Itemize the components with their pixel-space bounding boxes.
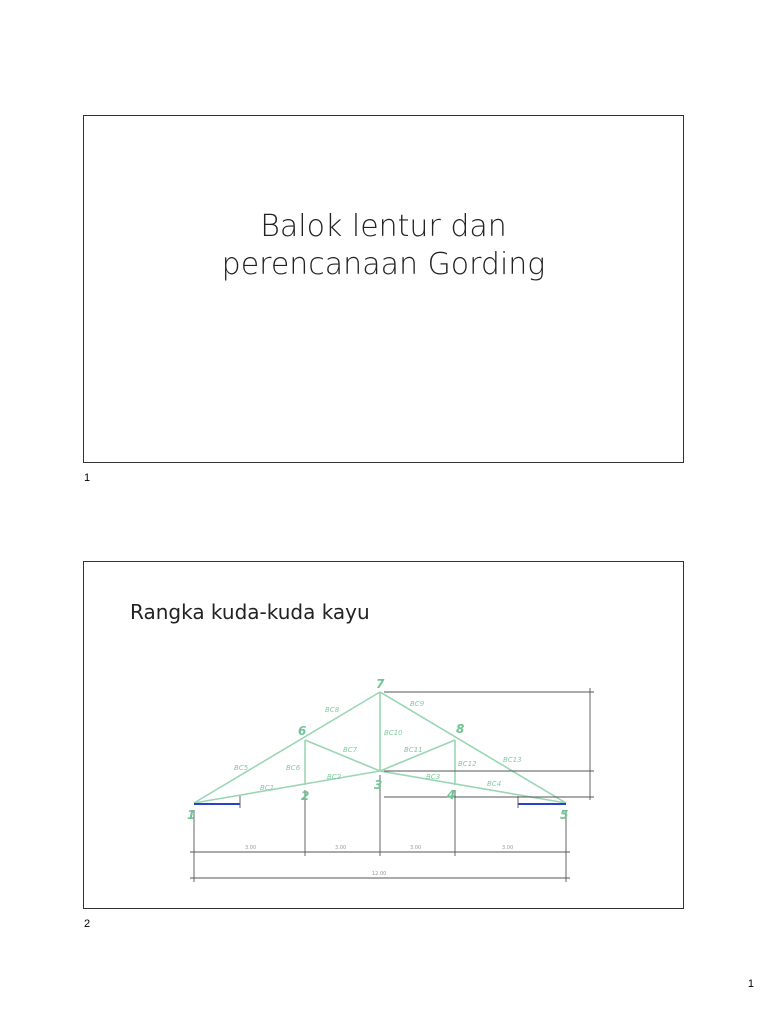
- member-label-bc7: BC7: [343, 746, 358, 754]
- member-label-bc5: BC5: [234, 764, 249, 772]
- node-labels: [187, 677, 568, 822]
- member-label-bc8: BC8: [325, 706, 340, 714]
- node-label-7: 7: [376, 677, 385, 691]
- diagonal-3-8: [380, 740, 455, 771]
- dim-label-4: 3.00: [502, 845, 514, 851]
- title-line-1: Balok lentur dan: [260, 209, 507, 244]
- member-label-bc3: BC3: [426, 773, 441, 781]
- slide-heading: Rangka kuda-kuda kayu: [130, 600, 370, 624]
- member-label-bc10: BC10: [384, 729, 403, 737]
- node-label-8: 8: [456, 722, 465, 736]
- member-label-bc11: BC11: [404, 746, 423, 754]
- node-label-3: 3: [374, 778, 383, 792]
- node-label-4: 4: [447, 788, 456, 802]
- member-label-bc2: BC2: [327, 773, 342, 781]
- dim-label-total: 12.00: [372, 871, 387, 877]
- title-line-2: perencanaan Gording: [221, 247, 546, 282]
- member-label-bc12: BC12: [458, 760, 477, 768]
- dimension-labels: [245, 845, 513, 877]
- node-label-2: 2: [301, 789, 310, 803]
- node-label-5: 5: [560, 808, 569, 822]
- dim-label-2: 3.00: [335, 845, 347, 851]
- dim-label-1: 3.00: [245, 845, 257, 851]
- dim-label-3: 3.00: [410, 845, 422, 851]
- slide-number-2: 2: [84, 918, 91, 930]
- slide-number-1: 1: [84, 472, 91, 484]
- node-label-1: 1: [187, 808, 196, 822]
- member-label-bc13: BC13: [503, 756, 522, 764]
- node-label-6: 6: [298, 724, 307, 738]
- diagonal-6-3: [305, 740, 380, 771]
- member-label-bc4: BC4: [487, 780, 502, 788]
- member-label-bc1: BC1: [260, 784, 275, 792]
- member-label-bc9: BC9: [410, 700, 425, 708]
- member-label-bc6: BC6: [286, 764, 301, 772]
- page-number: 1: [747, 978, 754, 990]
- dimension-lines: [190, 688, 594, 882]
